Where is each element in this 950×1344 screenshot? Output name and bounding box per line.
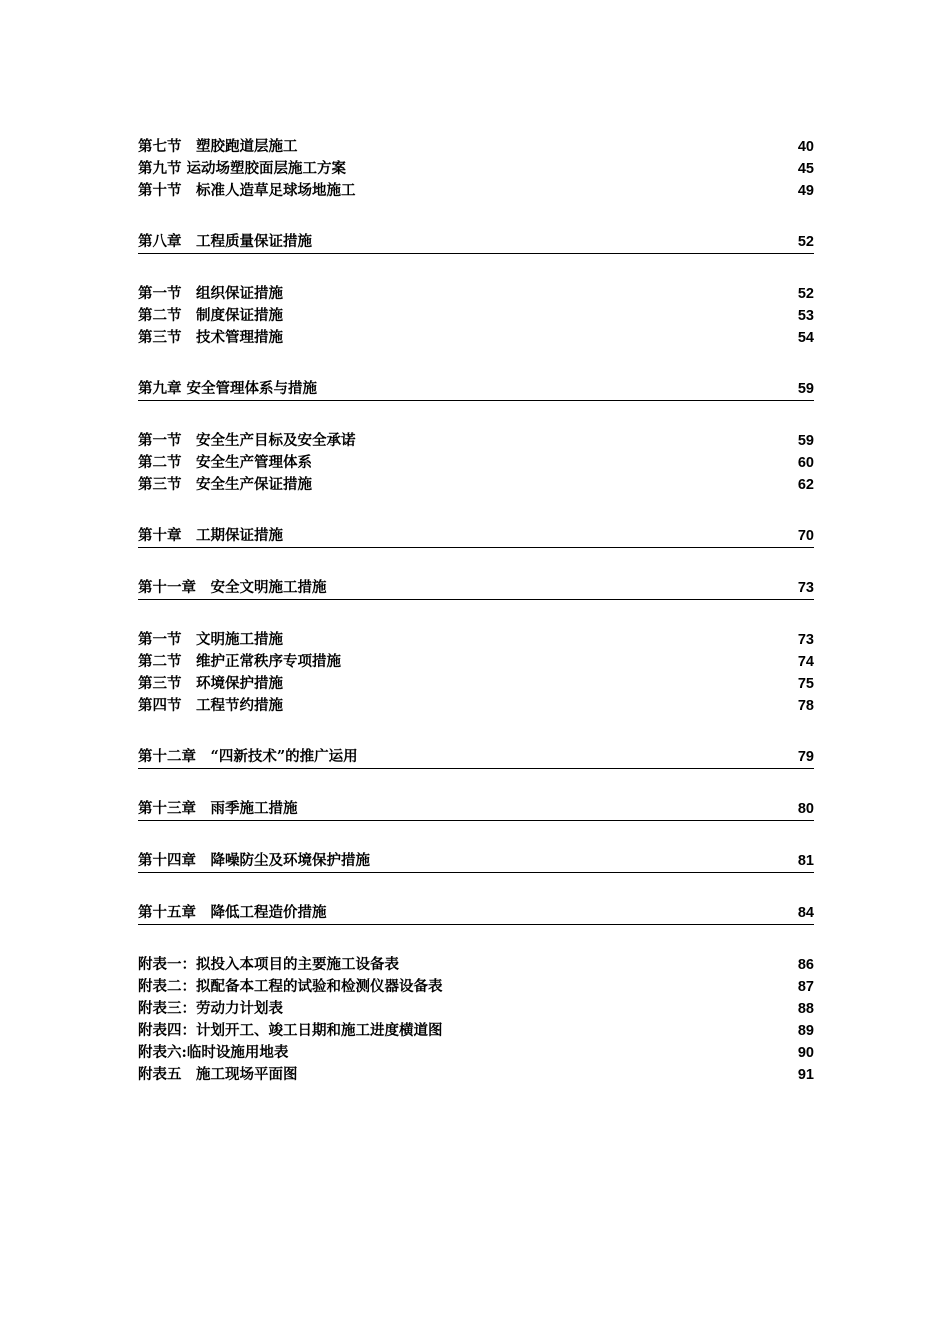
toc-appendix-entry[interactable] xyxy=(138,976,814,998)
toc-chapter-entry[interactable] xyxy=(138,746,814,769)
toc-entry[interactable] xyxy=(138,430,814,452)
toc-entry-title: 第十四章 降噪防尘及环境保护措施 xyxy=(138,852,370,869)
toc-entry-page: 87 xyxy=(797,979,814,995)
toc-entry-page: 74 xyxy=(797,654,814,670)
toc-entry-title: 第十节 标准人造草足球场地施工 xyxy=(138,182,356,199)
toc-chapter-entry[interactable] xyxy=(138,525,814,548)
toc-entry-page: 86 xyxy=(797,957,814,973)
toc-entry-title: 第七节 塑胶跑道层施工 xyxy=(138,138,298,155)
toc-entry-page: 45 xyxy=(797,161,814,177)
toc-entry-title: 第十五章 降低工程造价措施 xyxy=(138,904,327,921)
toc-entry-page: 90 xyxy=(797,1045,814,1061)
spacer xyxy=(138,401,814,430)
spacer xyxy=(138,202,814,231)
toc-entry-title: 第四节 工程节约措施 xyxy=(138,697,283,714)
toc-appendix-entry[interactable] xyxy=(138,1020,814,1042)
toc-entry-page: 59 xyxy=(797,433,814,449)
toc-entry-title: 第三节 环境保护措施 xyxy=(138,675,283,692)
toc-entry-title: 第九节 运动场塑胶面层施工方案 xyxy=(138,160,347,177)
toc-entry-title: 第十二章 “四新技术”的推广运用 xyxy=(138,748,358,765)
toc-entry-title: 第三节 安全生产保证措施 xyxy=(138,476,312,493)
toc-appendix-entry[interactable] xyxy=(138,1042,814,1064)
toc-appendix-entry[interactable] xyxy=(138,998,814,1020)
toc-entry-title: 第一节 文明施工措施 xyxy=(138,631,283,648)
toc-chapter-entry[interactable] xyxy=(138,577,814,600)
toc-entry-page: 88 xyxy=(797,1001,814,1017)
spacer xyxy=(138,349,814,378)
toc-entry-page: 81 xyxy=(797,853,814,869)
toc-chapter-entry[interactable] xyxy=(138,378,814,401)
toc-entry-page: 73 xyxy=(797,632,814,648)
toc-entry[interactable] xyxy=(138,452,814,474)
toc-appendix-entry[interactable] xyxy=(138,1064,814,1086)
spacer xyxy=(138,496,814,525)
toc-entry-title: 第十一章 安全文明施工措施 xyxy=(138,579,327,596)
spacer xyxy=(138,717,814,746)
toc-chapter-entry[interactable] xyxy=(138,231,814,254)
toc-chapter-entry[interactable] xyxy=(138,850,814,873)
toc-entry-page: 52 xyxy=(797,234,814,250)
toc-entry[interactable] xyxy=(138,651,814,673)
toc-entry-page: 84 xyxy=(797,905,814,921)
toc-entry-title: 附表四：计划开工、竣工日期和施工进度横道图 xyxy=(138,1022,443,1039)
toc-entry-page: 49 xyxy=(797,183,814,199)
spacer xyxy=(138,925,814,954)
toc-entry-title: 附表五 施工现场平面图 xyxy=(138,1066,298,1083)
spacer xyxy=(138,769,814,798)
toc-entry-page: 40 xyxy=(797,139,814,155)
toc-entry-page: 62 xyxy=(797,477,814,493)
spacer xyxy=(138,821,814,850)
toc-entry-title: 附表一：拟投入本项目的主要施工设备表 xyxy=(138,956,399,973)
toc-entry-title: 第三节 技术管理措施 xyxy=(138,329,283,346)
toc-entry-page: 59 xyxy=(797,381,814,397)
toc-entry[interactable] xyxy=(138,136,814,158)
toc-entry[interactable] xyxy=(138,673,814,695)
toc-entry-title: 附表三：劳动力计划表 xyxy=(138,1000,283,1017)
toc-entry-title: 第九章 安全管理体系与措施 xyxy=(138,380,318,397)
toc-entry-title: 第八章 工程质量保证措施 xyxy=(138,233,312,250)
toc-entry-page: 52 xyxy=(797,286,814,302)
toc-entry[interactable] xyxy=(138,629,814,651)
toc-entry[interactable] xyxy=(138,158,814,180)
toc-entry-page: 75 xyxy=(797,676,814,692)
toc-entry-title: 第二节 安全生产管理体系 xyxy=(138,454,312,471)
toc-entry-title: 第二节 维护正常秩序专项措施 xyxy=(138,653,341,670)
spacer xyxy=(138,548,814,577)
toc-appendix-entry[interactable] xyxy=(138,954,814,976)
table-of-contents xyxy=(138,136,814,1086)
toc-entry-page: 53 xyxy=(797,308,814,324)
toc-entry[interactable] xyxy=(138,305,814,327)
toc-entry[interactable] xyxy=(138,695,814,717)
toc-entry-page: 78 xyxy=(797,698,814,714)
spacer xyxy=(138,600,814,629)
toc-chapter-entry[interactable] xyxy=(138,902,814,925)
toc-entry-title: 第一节 组织保证措施 xyxy=(138,285,283,302)
toc-chapter-entry[interactable] xyxy=(138,798,814,821)
toc-entry[interactable] xyxy=(138,474,814,496)
toc-entry-page: 80 xyxy=(797,801,814,817)
toc-entry-title: 第一节 安全生产目标及安全承诺 xyxy=(138,432,356,449)
toc-entry[interactable] xyxy=(138,180,814,202)
toc-entry-title: 附表六:临时设施用地表 xyxy=(138,1044,289,1061)
toc-entry-title: 附表二：拟配备本工程的试验和检测仪器设备表 xyxy=(138,978,443,995)
toc-entry-page: 70 xyxy=(797,528,814,544)
toc-entry-page: 91 xyxy=(797,1067,814,1083)
toc-entry[interactable] xyxy=(138,283,814,305)
toc-entry-title: 第十三章 雨季施工措施 xyxy=(138,800,298,817)
toc-entry-title: 第二节 制度保证措施 xyxy=(138,307,283,324)
toc-entry-page: 79 xyxy=(797,749,814,765)
spacer xyxy=(138,254,814,283)
toc-entry-page: 73 xyxy=(797,580,814,596)
toc-entry[interactable] xyxy=(138,327,814,349)
spacer xyxy=(138,873,814,902)
toc-entry-page: 54 xyxy=(797,330,814,346)
toc-entry-page: 89 xyxy=(797,1023,814,1039)
toc-entry-page: 60 xyxy=(797,455,814,471)
toc-entry-title: 第十章 工期保证措施 xyxy=(138,527,283,544)
